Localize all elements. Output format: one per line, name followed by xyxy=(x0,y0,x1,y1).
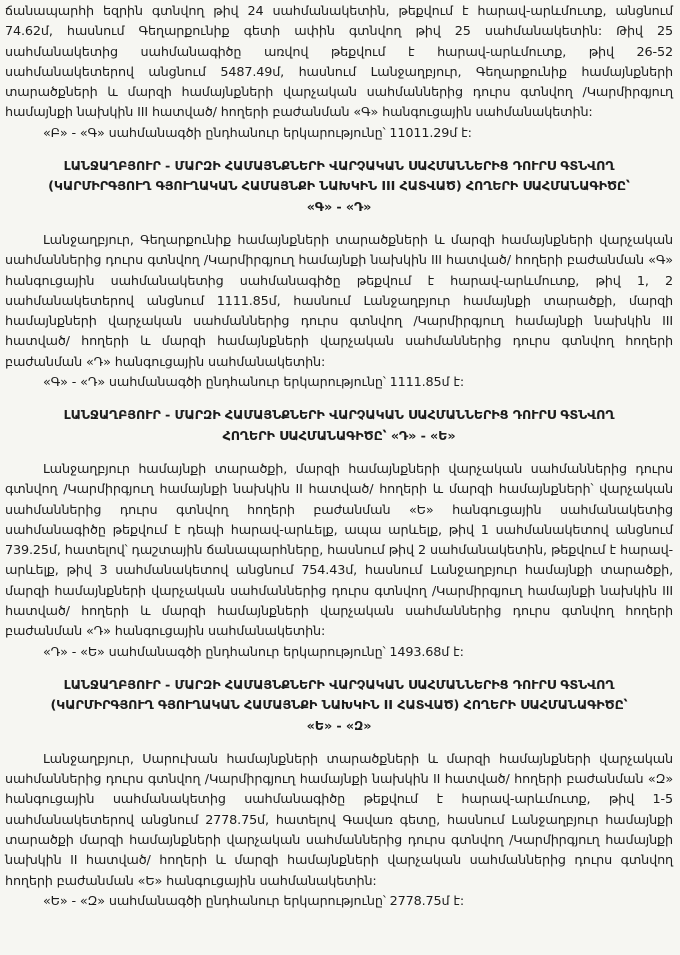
segment-length-summary-g-d: «Գ» - «Դ» սահմանագծի ընդհանուր երկարությունը՝ 1111.85մ է: xyxy=(43,375,465,391)
segment-length-summary-b-g: «Բ» - «Գ» սահմանագծի ընդհանուր երկարությունը՝ 11011.29մ է: xyxy=(43,125,472,141)
segment-length-summary-e-z: «Ե» - «Զ» սահմանագծի ընդհանուր երկարությունը՝ 2778.75մ է: xyxy=(43,893,464,909)
intro-continuation-paragraph: ճանապարհի եզրին գտնվող թիվ 24 սահմանակետին, թեքվում է հարավ-արևմուտք, անցնում 74.62մ, հասնում Գեղարքունիք գետի ափին գտնվող թիվ 25 սահմանակետին: Թիվ 25 սահմանակետից սահմանագիծը առվով թեքվում է հարավ-արևմուտք, թիվ 26-52 սահմանակետերով անցնում 5487.49մ, հասնում Լանջաղբյուր, Գեղարքունիք համայնքների տարածքների և մարզի համայնքների վարչական սահմաններից դուրս գտնվող /Կարմիրգյուղ համայնքի նախկին III հատված/ հողերի բաժանման «Գ» հանգուցային սահմանակետին: xyxy=(5,4,673,121)
section-heading-d-e: ԼԱՆՋԱՂԲՅՈՒՐ - ՄԱՐԶԻ ՀԱՄԱՅՆՔՆԵՐԻ ՎԱՐՉԱԿԱՆ ՍԱՀՄԱՆՆԵՐԻՑ ԴՈՒՐՍ ԳՏՆՎՈՂ ՀՈՂԵՐԻ ՍԱՀՄԱՆԱԳԻԾԸ՝ «Դ» - «Ե» xyxy=(63,408,615,444)
section-heading-g-d: ԼԱՆՋԱՂԲՅՈՒՐ - ՄԱՐԶԻ ՀԱՄԱՅՆՔՆԵՐԻ ՎԱՐՉԱԿԱՆ ՍԱՀՄԱՆՆԵՐԻՑ ԴՈՒՐՍ ԳՏՆՎՈՂ (ԿԱՐՄԻՐԳՅՈՒՂ ԳՅՈՒՂԱԿԱՆ ՀԱՄԱՅՆՔԻ ՆԱԽԿԻՆ III ՀԱՏՎԱԾ) ՀՈՂԵՐԻ ՍԱՀՄԱՆԱԳԻԾԸ՝ «Գ» - «Դ» xyxy=(48,159,630,215)
section-heading-e-z: ԼԱՆՋԱՂԲՅՈՒՐ - ՄԱՐԶԻ ՀԱՄԱՅՆՔՆԵՐԻ ՎԱՐՉԱԿԱՆ ՍԱՀՄԱՆՆԵՐԻՑ ԴՈՒՐՍ ԳՏՆՎՈՂ (ԿԱՐՄԻՐԳՅՈՒՂ ԳՅՈՒՂԱԿԱՆ ՀԱՄԱՅՆՔԻ ՆԱԽԿԻՆ II ՀԱՏՎԱԾ) ՀՈՂԵՐԻ ՍԱՀՄԱՆԱԳԻԾԸ՝ «Ե» - «Զ» xyxy=(50,677,628,734)
section-paragraph-g-d: Լանջաղբյուր, Գեղարքունիք համայնքների տարածքների և մարզի համայնքների վարչական սահմաններից դուրս գտնվող /Կարմիրգյուղ համայնքի նախկին III հատված/ հողերի բաժանման «Գ» հանգուցային սահմանակետից սահմանագիծը թեքվում է հարավ-արևմուտք, թիվ 1, 2 սահմանակետերով անցնում 1111.85մ, հասնում Լանջաղբյուր համայնքի տարածքի, մարզի համայնքների վարչական սահմաններից դուրս գտնվող /Կարմիրգյուղ համայնքի նախկին III հատված/ հողերի և մարզի համայնքների վարչական սահմաններից դուրս գտնվող հողերի բաժանման «Դ» հանգուցային սահմանակետին: xyxy=(5,232,673,370)
section-paragraph-e-z: Լանջաղբյուր, Սարուխան համայնքների տարածքների և մարզի համայնքների վարչական սահմաններից դուրս գտնվող /Կարմիրգյուղ համայնքի նախկին II հատված/ հողերի բաժանման «Զ» հանգուցային սահմանակետից սահմանագիծը թեքվում է հարավ-արևմուտք, թիվ 1-5 սահմանակետերով անցնում 2778.75մ, հատելով Գավառ գետը, հասնում Լանջաղբյուր համայնքի տարածքի մարզի համայնքների վարչական սահմաններից դուրս գտնվող /Կարմիրգյուղ համայնքի նախկին II հատված/ հողերի և մարզի համայնքների վարչական սահմաններից դուրս գտնվող հողերի բաժանման «Ե» հանգուցային սահմանակետին: xyxy=(5,751,673,889)
segment-length-summary-d-e: «Դ» - «Ե» սահմանագծի ընդհանուր երկարությունը՝ 1493.68մ է: xyxy=(43,644,464,660)
section-paragraph-d-e: Լանջաղբյուր համայնքի տարածքի, մարզի համայնքների վարչական սահմաններից դուրս գտնվող /Կարմիրգյուղ համայնքի նախկին II հատված/ հողերի և մարզի համայնքների՝ վարչական սահմաններից դուրս գտնվող հողերի բաժանման «Ե» հանգուցային սահմանակետից սահմանագիծը թեքվում է դեպի հարավ-արևելք, ապա արևելք, թիվ 1 սահմանակետով անցնում 739.25մ, հատելով՝ դաշտային ճանապարհները, հասնում թիվ 2 սահմանակետին, թեքվում է հարավ-արևելք, թիվ 3 սահմանակետով անցնում 754.43մ, հասնում Լանջաղբյուր համայնքի տարածքի, մարզի համայնքների վարչական սահմաններից դուրս գտնվող /Կարմիրգյուղ համայնքի նախկին III հատված/ հողերի և մարզի համայնքների վարչական սահմաններից դուրս գտնվող հողերի բաժանման «Դ» հանգուցային սահմանակետին: xyxy=(5,461,673,640)
